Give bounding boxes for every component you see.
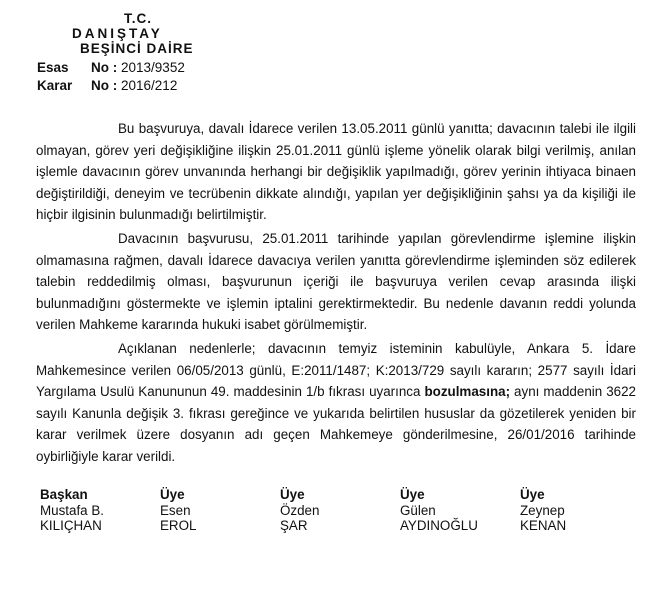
signer-surname: KILIÇHAN [40,518,102,533]
signer-title: Üye [520,487,545,502]
signer-surname: AYDINOĞLU [400,518,478,533]
signer-first-name: Özden [280,503,320,518]
signer-member-1 [160,487,196,533]
signer-member-4 [520,487,566,533]
signer-president [40,487,104,533]
signer-surname: EROL [160,518,197,533]
karar-line [37,78,177,93]
karar-label: Karar [37,78,73,93]
esas-no-label: No : [91,60,118,75]
esas-number: 2013/9352 [121,60,185,75]
paragraph-3-part-b: aynı maddenin 3622 sayılı Kanunla değişik 3. fıkrası gereğince ve yukarıda belirtilen hususlar da gözetilerek yeniden bir karar verilmek üzere dosyanın adı geçen Mahkemeye gönderilmesine, 26/01/2016 tarihinde oybirliğiyle karar verildi. [36,384,636,464]
esas-label: Esas [37,60,69,75]
paragraph-3 [36,338,636,468]
signer-member-2 [280,487,319,533]
signer-title: Üye [400,487,425,502]
signer-surname: KENAN [520,518,567,533]
decision-body [36,118,636,470]
signer-surname: ŞAR [280,518,308,533]
signer-title: Üye [160,487,185,502]
paragraph-3-ruling: bozulmasına; [424,384,511,400]
signer-first-name: Esen [160,503,191,518]
paragraph-3-part-a: Açıklanan nedenlerle; davacının temyiz isteminin kabulüyle, Ankara 5. İdare Mahkemesince verilen 06/05/2013 günlü, E:2011/1487; K:2013/729 sayılı kararın; 2577 sayılı İdari Yargılama Usulü Kanununun 49. maddesinin 1/b fıkrası uyarınca [36,340,636,400]
paragraph-1: Bu başvuruya, davalı İdarece verilen 13.05.2011 günlü yanıtta; davacının talebi ile ilgili olmayan, görev yeri değişikliğine ilişkin 25.01.2011 günlü işleme yönelik olarak bilgi verilmiş, anılan işlemle davacının görev unvanında herhangi bir değişiklik yapılmadığı, görev yerinin ihtiyaca binaen değiştirildiği, deneyim ve tecrübenin dikkate alındığı, yapılan yer değişikliğinin şahsı ya da kişiliği ile hiçbir ilgisinin bulunmadığı belirtilmiştir. [36,121,636,223]
karar-number: 2016/212 [121,78,178,93]
chamber-name: BEŞİNCİ DAİRE [80,41,194,56]
signer-member-3 [400,487,478,533]
signer-first-name: Gülen [400,503,436,518]
signer-title: Başkan [40,487,88,502]
signer-title: Üye [280,487,305,502]
signer-first-name: Zeynep [520,503,565,518]
court-name: DANIŞTAY [72,26,163,41]
signer-first-name: Mustafa B. [40,503,105,518]
esas-line [37,60,185,75]
karar-no-label: No : [91,78,118,93]
paragraph-2: Davacının başvurusu, 25.01.2011 tarihinde yapılan görevlendirme işlemine ilişkin olmamasına rağmen, davalı İdarece davacıya verilen yanıtta görevlendirme işleminden söz edilerek talebin reddedilmiş olması, başvurunun içeriği ile başvuruya verilen cevap arasında ilişki bulunmadığını göstermekte ve işlemin iptalini gerektirmektedir. Bu nedenle davanın reddi yolunda verilen Mahkeme kararında hukuki isabet görülmemiştir. [36,230,636,333]
republic-abbrev: T.C. [123,11,152,26]
